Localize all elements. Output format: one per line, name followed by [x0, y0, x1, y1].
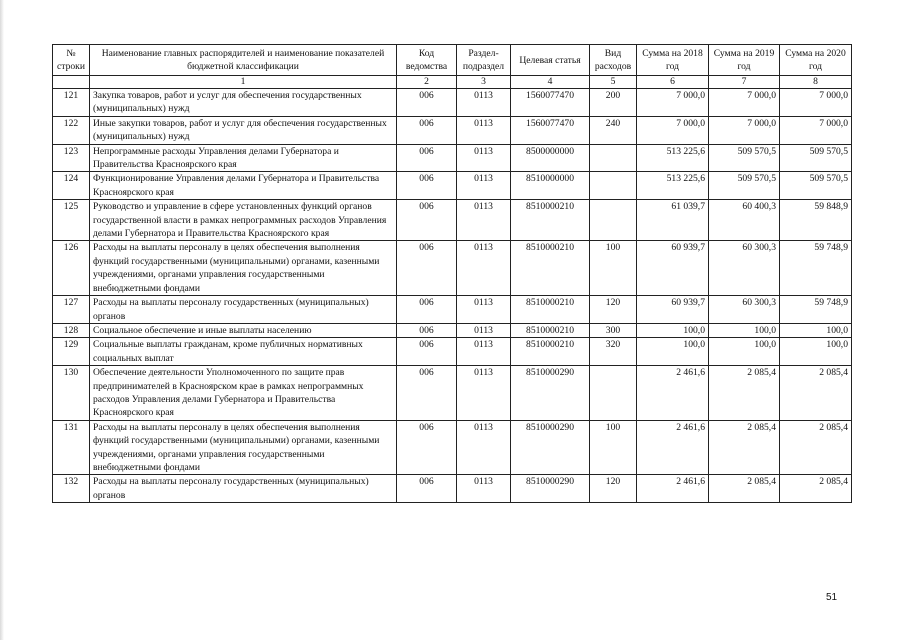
- row-number-cell: 128: [53, 323, 90, 337]
- section-code-cell: 0113: [457, 420, 511, 475]
- dept-code-cell: 006: [397, 89, 457, 117]
- sum-2019-cell: 2 085,4: [709, 366, 780, 421]
- column-number: 8: [780, 76, 852, 89]
- sum-2020-cell: 7 000,0: [780, 89, 852, 117]
- dept-code-cell: 006: [397, 200, 457, 241]
- target-article-cell: 8510000210: [511, 323, 590, 337]
- table-row: [53, 323, 852, 337]
- table-row: [53, 200, 852, 241]
- table-row: [53, 172, 852, 200]
- sum-2020-cell: 2 085,4: [780, 475, 852, 503]
- expense-type-cell: 100: [590, 420, 637, 475]
- target-article-cell: 8500000000: [511, 144, 590, 172]
- page-edge-shadow: [0, 0, 4, 640]
- sum-2019-cell: 60 400,3: [709, 200, 780, 241]
- sum-2019-cell: 2 085,4: [709, 420, 780, 475]
- row-name-cell: Закупка товаров, работ и услуг для обеспечения государственных (муниципальных) нужд: [90, 89, 397, 117]
- section-code-cell: 0113: [457, 200, 511, 241]
- header-cell: Сумма на 2020 год: [780, 45, 852, 76]
- section-code-cell: 0113: [457, 172, 511, 200]
- expense-type-cell: [590, 200, 637, 241]
- target-article-cell: 8510000290: [511, 475, 590, 503]
- row-name-cell: Иные закупки товаров, работ и услуг для обеспечения государственных (муниципальных) нужд: [90, 116, 397, 144]
- column-number-row: [53, 76, 852, 89]
- target-article-cell: 8510000210: [511, 200, 590, 241]
- expense-type-cell: 240: [590, 116, 637, 144]
- target-article-cell: 1560077470: [511, 89, 590, 117]
- header-row: [53, 45, 852, 76]
- sum-2018-cell: 2 461,6: [637, 420, 709, 475]
- target-article-cell: 8510000290: [511, 420, 590, 475]
- table-row: [53, 420, 852, 475]
- section-code-cell: 0113: [457, 296, 511, 324]
- section-code-cell: 0113: [457, 323, 511, 337]
- sum-2019-cell: 100,0: [709, 338, 780, 366]
- table-row: [53, 296, 852, 324]
- sum-2018-cell: 2 461,6: [637, 475, 709, 503]
- column-number: 3: [457, 76, 511, 89]
- column-number: 6: [637, 76, 709, 89]
- expense-type-cell: 120: [590, 475, 637, 503]
- sum-2020-cell: 2 085,4: [780, 420, 852, 475]
- column-number: 7: [709, 76, 780, 89]
- dept-code-cell: 006: [397, 241, 457, 296]
- dept-code-cell: 006: [397, 475, 457, 503]
- expense-type-cell: [590, 144, 637, 172]
- sum-2020-cell: 7 000,0: [780, 116, 852, 144]
- dept-code-cell: 006: [397, 366, 457, 421]
- table-row: [53, 241, 852, 296]
- section-code-cell: 0113: [457, 241, 511, 296]
- row-name-cell: Обеспечение деятельности Уполномоченного по защите прав предпринимателей в Красноярском крае в рамках непрограммных расходов Управления делами Губернатора и Правительства Красноярского края: [90, 366, 397, 421]
- row-name-cell: Расходы на выплаты персоналу в целях обеспечения выполнения функций государственными (муниципальными) органами, казенными учреждениями, органами управления государственными внебюджетными фондами: [90, 420, 397, 475]
- expense-type-cell: 300: [590, 323, 637, 337]
- table-row: [53, 116, 852, 144]
- target-article-cell: 8510000290: [511, 366, 590, 421]
- column-number: 1: [90, 76, 397, 89]
- sum-2018-cell: 7 000,0: [637, 116, 709, 144]
- target-article-cell: 8510000000: [511, 172, 590, 200]
- sum-2019-cell: 7 000,0: [709, 89, 780, 117]
- header-cell: № строки: [53, 45, 90, 76]
- sum-2019-cell: 509 570,5: [709, 172, 780, 200]
- sum-2018-cell: 61 039,7: [637, 200, 709, 241]
- table-row: [53, 144, 852, 172]
- row-name-cell: Расходы на выплаты персоналу государственных (муниципальных) органов: [90, 475, 397, 503]
- expense-type-cell: 120: [590, 296, 637, 324]
- row-number-cell: 122: [53, 116, 90, 144]
- section-code-cell: 0113: [457, 89, 511, 117]
- sum-2018-cell: 7 000,0: [637, 89, 709, 117]
- row-number-cell: 125: [53, 200, 90, 241]
- header-cell: Вид расходов: [590, 45, 637, 76]
- header-cell: Раздел-подраздел: [457, 45, 511, 76]
- header-cell: Сумма на 2018 год: [637, 45, 709, 76]
- column-number: 5: [590, 76, 637, 89]
- row-number-cell: 121: [53, 89, 90, 117]
- sum-2020-cell: 100,0: [780, 323, 852, 337]
- sum-2020-cell: 59 848,9: [780, 200, 852, 241]
- dept-code-cell: 006: [397, 420, 457, 475]
- table-row: [53, 475, 852, 503]
- sum-2020-cell: 100,0: [780, 338, 852, 366]
- row-name-cell: Руководство и управление в сфере установленных функций органов государственной власти в рамках непрограммных расходов Управления делами Губернатора и Правительства Красноярского края: [90, 200, 397, 241]
- sum-2019-cell: 60 300,3: [709, 296, 780, 324]
- sum-2019-cell: 7 000,0: [709, 116, 780, 144]
- table-row: [53, 89, 852, 117]
- target-article-cell: 8510000210: [511, 296, 590, 324]
- page-number: 51: [826, 592, 838, 603]
- dept-code-cell: 006: [397, 172, 457, 200]
- row-number-cell: 131: [53, 420, 90, 475]
- section-code-cell: 0113: [457, 475, 511, 503]
- dept-code-cell: 006: [397, 296, 457, 324]
- row-number-cell: 130: [53, 366, 90, 421]
- sum-2020-cell: 2 085,4: [780, 366, 852, 421]
- table-row: [53, 366, 852, 421]
- table-row: [53, 338, 852, 366]
- row-name-cell: Расходы на выплаты персоналу в целях обеспечения выполнения функций государственными (муниципальными) органами, казенными учреждениями, органами управления государственными внебюджетными фондами: [90, 241, 397, 296]
- sum-2018-cell: 60 939,7: [637, 296, 709, 324]
- row-number-cell: 129: [53, 338, 90, 366]
- row-name-cell: Социальное обеспечение и иные выплаты населению: [90, 323, 397, 337]
- table-body: [53, 89, 852, 503]
- sum-2019-cell: 100,0: [709, 323, 780, 337]
- target-article-cell: 1560077470: [511, 116, 590, 144]
- dept-code-cell: 006: [397, 323, 457, 337]
- header-cell: Целевая статья: [511, 45, 590, 76]
- sum-2020-cell: 509 570,5: [780, 172, 852, 200]
- budget-table: [52, 44, 852, 503]
- row-number-cell: 132: [53, 475, 90, 503]
- sum-2018-cell: 513 225,6: [637, 172, 709, 200]
- row-number-cell: 127: [53, 296, 90, 324]
- section-code-cell: 0113: [457, 366, 511, 421]
- header-cell: Наименование главных распорядителей и наименование показателей бюджетной классификации: [90, 45, 397, 76]
- row-name-cell: Расходы на выплаты персоналу государственных (муниципальных) органов: [90, 296, 397, 324]
- section-code-cell: 0113: [457, 338, 511, 366]
- row-name-cell: Социальные выплаты гражданам, кроме публичных нормативных социальных выплат: [90, 338, 397, 366]
- sum-2020-cell: 59 748,9: [780, 296, 852, 324]
- expense-type-cell: [590, 172, 637, 200]
- row-number-cell: 124: [53, 172, 90, 200]
- sum-2019-cell: 2 085,4: [709, 475, 780, 503]
- sum-2020-cell: 59 748,9: [780, 241, 852, 296]
- sum-2018-cell: 513 225,6: [637, 144, 709, 172]
- sum-2018-cell: 100,0: [637, 323, 709, 337]
- header-cell: Сумма на 2019 год: [709, 45, 780, 76]
- dept-code-cell: 006: [397, 338, 457, 366]
- dept-code-cell: 006: [397, 144, 457, 172]
- target-article-cell: 8510000210: [511, 241, 590, 296]
- sum-2020-cell: 509 570,5: [780, 144, 852, 172]
- sum-2018-cell: 2 461,6: [637, 366, 709, 421]
- column-number: 2: [397, 76, 457, 89]
- expense-type-cell: [590, 366, 637, 421]
- row-name-cell: Непрограммные расходы Управления делами Губернатора и Правительства Красноярского края: [90, 144, 397, 172]
- row-number-cell: 126: [53, 241, 90, 296]
- sum-2019-cell: 509 570,5: [709, 144, 780, 172]
- column-number: [53, 76, 90, 89]
- expense-type-cell: 320: [590, 338, 637, 366]
- header-cell: Код ведомства: [397, 45, 457, 76]
- expense-type-cell: 200: [590, 89, 637, 117]
- row-number-cell: 123: [53, 144, 90, 172]
- target-article-cell: 8510000210: [511, 338, 590, 366]
- row-name-cell: Функционирование Управления делами Губернатора и Правительства Красноярского края: [90, 172, 397, 200]
- dept-code-cell: 006: [397, 116, 457, 144]
- sum-2019-cell: 60 300,3: [709, 241, 780, 296]
- sum-2018-cell: 60 939,7: [637, 241, 709, 296]
- expense-type-cell: 100: [590, 241, 637, 296]
- sum-2018-cell: 100,0: [637, 338, 709, 366]
- section-code-cell: 0113: [457, 144, 511, 172]
- section-code-cell: 0113: [457, 116, 511, 144]
- column-number: 4: [511, 76, 590, 89]
